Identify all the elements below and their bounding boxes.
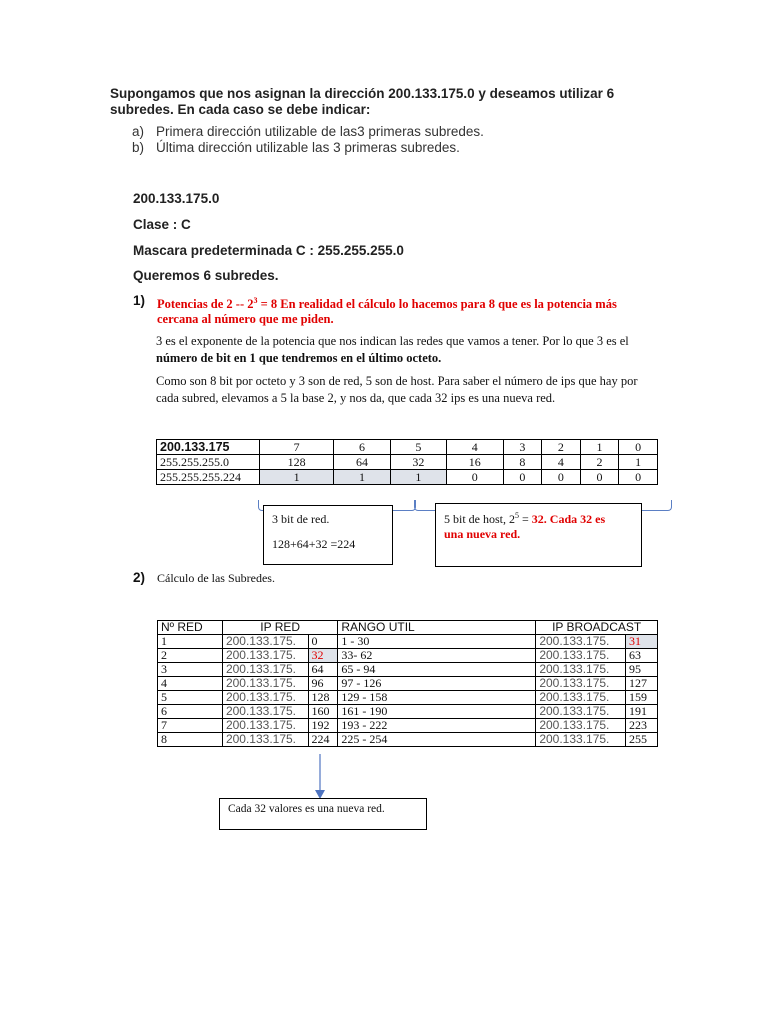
- table-cell: 0: [619, 440, 658, 455]
- host-bits-line-1: [444, 508, 633, 527]
- cell-rango: 33- 62: [338, 649, 536, 663]
- header-ip-broadcast: IP BROADCAST: [536, 621, 658, 635]
- cell-oct: 160: [308, 705, 338, 719]
- bit-table: [156, 439, 658, 485]
- cell-oct: 64: [308, 663, 338, 677]
- table-cell: 3: [503, 440, 542, 455]
- down-arrow-icon: [312, 754, 328, 800]
- table-cell: 16: [447, 455, 503, 470]
- table-cell: 128: [260, 455, 334, 470]
- table-row: [157, 440, 658, 455]
- cell-rango: 65 - 94: [338, 663, 536, 677]
- table-cell: 4: [542, 455, 581, 470]
- table-row: [158, 719, 658, 733]
- paragraph-hosts-line-2: cada subred, elevamos a 5 la base 2, y nos da, que cada 32 ips es una nueva red.: [156, 391, 556, 405]
- cell-bip: 200.133.175.: [536, 719, 626, 733]
- table-row: [158, 677, 658, 691]
- step-1-number: 1): [133, 293, 146, 308]
- cell-rango: 97 - 126: [338, 677, 536, 691]
- table-cell: 200.133.175: [157, 440, 260, 455]
- option-marker: a): [132, 124, 145, 139]
- table-row: [157, 470, 658, 485]
- table-cell: 1: [334, 470, 390, 485]
- table-cell: 8: [503, 455, 542, 470]
- cell-ip: 200.133.175.: [222, 635, 308, 649]
- powers-rest: = 8 En realidad el cálculo lo hacemos para 8 que es la potencia más: [257, 297, 617, 312]
- table-cell: 32: [390, 455, 446, 470]
- address-line: 200.133.175.0: [133, 191, 220, 206]
- paragraph-exponent-line-1: 3 es el exponente de la potencia que nos indican las redes que vamos a tener. Por lo que 3 es el: [156, 334, 629, 348]
- table-cell: 0: [503, 470, 542, 485]
- cell-ip: 200.133.175.: [222, 691, 308, 705]
- table-header-row: [158, 621, 658, 635]
- cell-bip: 200.133.175.: [536, 663, 626, 677]
- table-cell: 64: [334, 455, 390, 470]
- cell-ip: 200.133.175.: [222, 677, 308, 691]
- intro-line-1: Supongamos que nos asignan la dirección 200.133.175.0 y deseamos utilizar 6: [110, 86, 615, 101]
- cell-oct: 32: [308, 649, 338, 663]
- header-rango-util: RANGO UTIL: [338, 621, 536, 635]
- cell-bip: 200.133.175.: [536, 649, 626, 663]
- table-row: [158, 649, 658, 663]
- cell-boct: 31: [626, 635, 658, 649]
- red-bits-line-1: 3 bit de red.: [272, 512, 330, 526]
- cell-ip: 200.133.175.: [222, 705, 308, 719]
- host-bits-line-2: una nueva red.: [444, 527, 521, 541]
- cell-rango: 1 - 30: [338, 635, 536, 649]
- table-row: [158, 733, 658, 747]
- cell-bip: 200.133.175.: [536, 677, 626, 691]
- table-cell: 0: [542, 470, 581, 485]
- paragraph-hosts-line-1: Como son 8 bit por octeto y 3 son de red, 5 son de host. Para saber el número de ips que hay por: [156, 374, 638, 388]
- intro-line-2: subredes. En cada caso se debe indicar:: [110, 102, 371, 117]
- cell-n: 1: [158, 635, 223, 649]
- subnet-table: [157, 620, 658, 747]
- header-ip-red: IP RED: [222, 621, 337, 635]
- table-cell: 1: [260, 470, 334, 485]
- cell-ip: 200.133.175.: [222, 733, 308, 747]
- cell-boct: 95: [626, 663, 658, 677]
- table-cell: 255.255.255.224: [157, 470, 260, 485]
- host-bits-red-1: 32. Cada 32 es: [531, 512, 606, 526]
- host-bits-box: [435, 503, 642, 567]
- cell-oct: 96: [308, 677, 338, 691]
- powers-note-line-2: cercana al número que me piden.: [157, 312, 334, 327]
- table-cell: 7: [260, 440, 334, 455]
- red-bits-line-2: 128+64+32 =224: [272, 537, 356, 551]
- step-2-number: 2): [133, 570, 146, 585]
- option-text: Última dirección utilizable las 3 primeras subredes.: [156, 140, 460, 155]
- table-row: [157, 455, 658, 470]
- table-cell: 2: [580, 455, 619, 470]
- mascara-line: Mascara predeterminada C : 255.255.255.0: [133, 243, 404, 258]
- option-text: Primera dirección utilizable de las3 primeras subredes.: [156, 124, 484, 139]
- cell-oct: 0: [308, 635, 338, 649]
- cell-n: 3: [158, 663, 223, 677]
- table-cell: 6: [334, 440, 390, 455]
- header-n-red: Nº RED: [158, 621, 223, 635]
- cell-rango: 193 - 222: [338, 719, 536, 733]
- table-cell: 1: [580, 440, 619, 455]
- cell-n: 4: [158, 677, 223, 691]
- cell-bip: 200.133.175.: [536, 733, 626, 747]
- table-cell: 0: [580, 470, 619, 485]
- cell-bip: 200.133.175.: [536, 705, 626, 719]
- cell-ip: 200.133.175.: [222, 719, 308, 733]
- cell-oct: 192: [308, 719, 338, 733]
- intro-heading: [110, 86, 670, 118]
- cell-rango: 161 - 190: [338, 705, 536, 719]
- cell-rango: 225 - 254: [338, 733, 536, 747]
- step-2-text: Cálculo de las Subredes.: [157, 571, 275, 585]
- cell-n: 5: [158, 691, 223, 705]
- cell-oct: 224: [308, 733, 338, 747]
- cell-bip: 200.133.175.: [536, 691, 626, 705]
- cell-n: 7: [158, 719, 223, 733]
- cell-ip: 200.133.175.: [222, 663, 308, 677]
- table-row: [158, 691, 658, 705]
- clase-line: Clase : C: [133, 217, 191, 232]
- option-a: [132, 124, 484, 140]
- table-cell: 5: [390, 440, 446, 455]
- cell-boct: 63: [626, 649, 658, 663]
- table-cell: 4: [447, 440, 503, 455]
- bottom-note-box: [219, 798, 427, 830]
- cell-boct: 127: [626, 677, 658, 691]
- powers-prefix: Potencias de 2 -- 2: [157, 297, 254, 312]
- powers-note: [157, 293, 697, 327]
- table-cell: 0: [447, 470, 503, 485]
- table-row: [158, 635, 658, 649]
- cell-n: 8: [158, 733, 223, 747]
- cell-rango: 129 - 158: [338, 691, 536, 705]
- table-cell: 255.255.255.0: [157, 455, 260, 470]
- cell-n: 2: [158, 649, 223, 663]
- red-bits-box: [263, 505, 393, 565]
- powers-exponent: 3: [253, 296, 258, 305]
- cell-boct: 191: [626, 705, 658, 719]
- paragraph-hosts: [156, 373, 638, 407]
- cell-ip: 200.133.175.: [222, 649, 308, 663]
- cell-boct: 223: [626, 719, 658, 733]
- host-bits-exponent: 5: [515, 511, 519, 520]
- table-cell: 2: [542, 440, 581, 455]
- table-row: [158, 705, 658, 719]
- option-b: [132, 140, 484, 156]
- bottom-note-text: Cada 32 valores es una nueva red.: [228, 803, 385, 815]
- cell-bip: 200.133.175.: [536, 635, 626, 649]
- host-bits-prefix: 5 bit de host, 2: [444, 512, 515, 526]
- paragraph-exponent-line-2: número de bit en 1 que tendremos en el último octeto.: [156, 351, 442, 365]
- options-list: [132, 124, 484, 156]
- table-cell: 1: [390, 470, 446, 485]
- table-row: [158, 663, 658, 677]
- cell-oct: 128: [308, 691, 338, 705]
- queremos-line: Queremos 6 subredes.: [133, 268, 279, 283]
- cell-boct: 159: [626, 691, 658, 705]
- cell-boct: 255: [626, 733, 658, 747]
- host-bits-equals: =: [519, 512, 532, 526]
- paragraph-exponent: [156, 333, 629, 367]
- table-cell: 1: [619, 455, 658, 470]
- option-marker: b): [132, 140, 145, 155]
- cell-n: 6: [158, 705, 223, 719]
- powers-note-line-1: [157, 293, 697, 312]
- table-cell: 0: [619, 470, 658, 485]
